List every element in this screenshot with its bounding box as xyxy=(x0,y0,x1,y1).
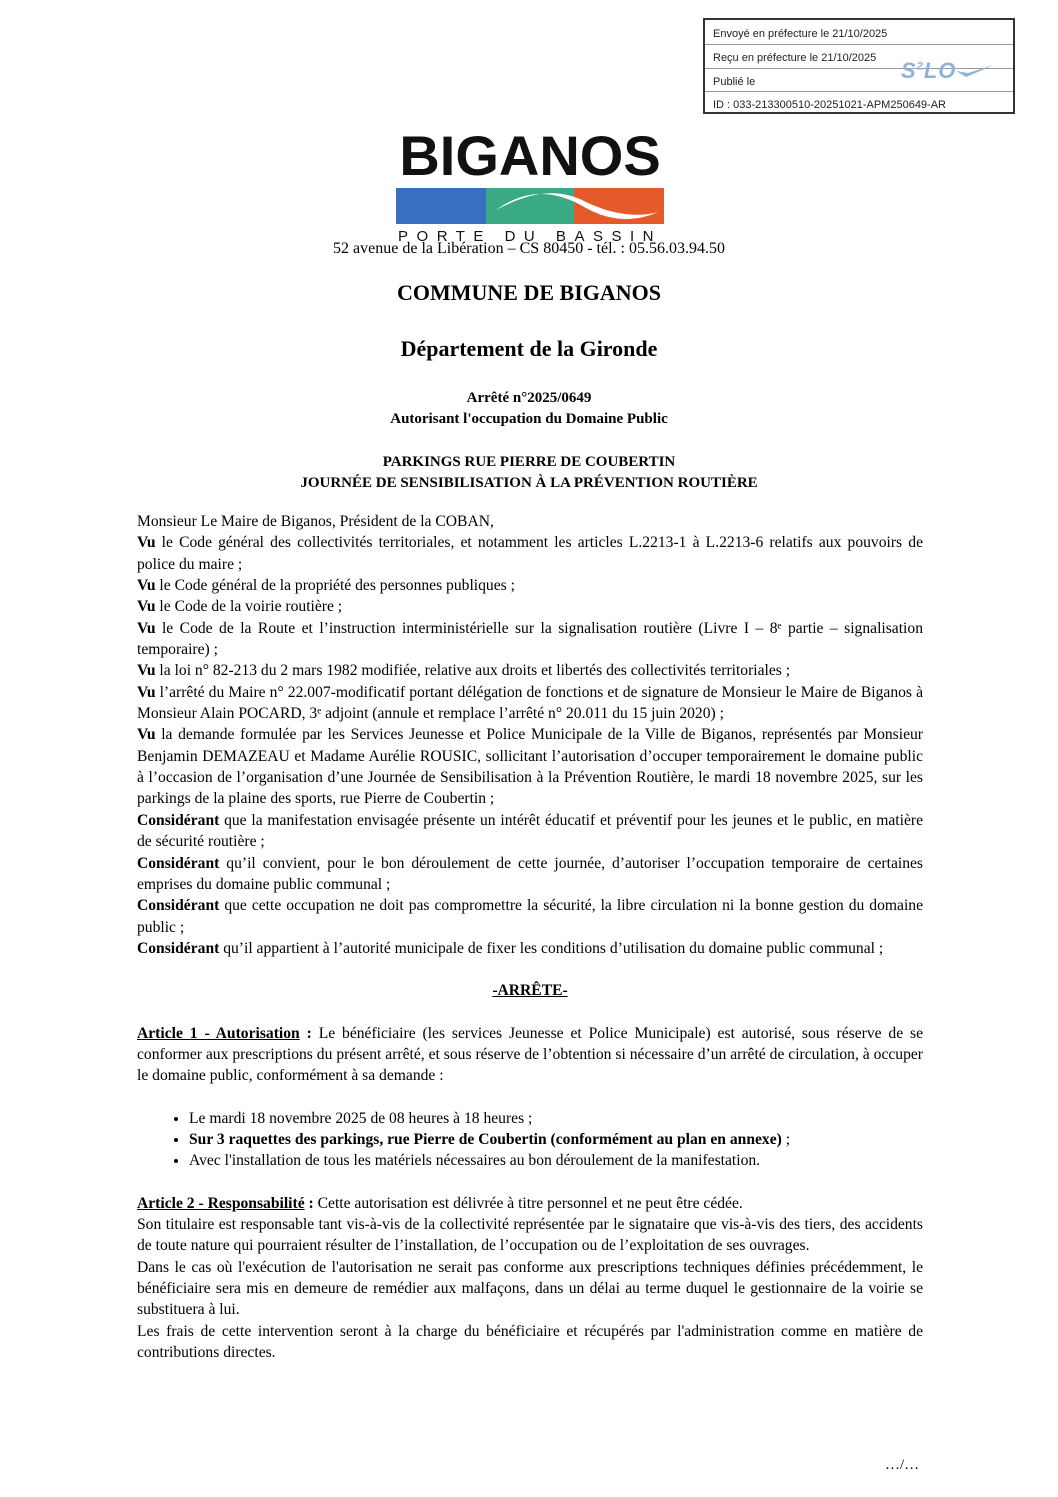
stamp-published: Publié le xyxy=(713,76,756,88)
preamble-item xyxy=(137,853,923,896)
article-2-title: Article 2 - Responsabilité xyxy=(137,1194,305,1212)
item-text: qu’il appartient à l’autorité municipale de fixer les conditions d’utilisation du domaine public communal ; xyxy=(219,939,884,957)
bullet-item xyxy=(189,1108,923,1129)
prefecture-stamp xyxy=(703,18,1015,114)
item-text: que cette occupation ne doit pas compromettre la sécurité, la libre circulation ni la bonne gestion du domaine public ; xyxy=(137,897,923,936)
item-lead: Considérant xyxy=(137,939,220,957)
item-lead: Vu xyxy=(137,534,156,552)
department-title: Département de la Gironde xyxy=(400,336,658,361)
wave-icon xyxy=(396,188,664,224)
s2lo-logo: $S^2LO$ xyxy=(901,58,996,84)
article-2-paragraph: Les frais de cette intervention seront à la charge du bénéficiaire et récupérés par l'administration comme en matière de contributions directes. xyxy=(137,1322,923,1362)
item-lead: Considérant xyxy=(137,811,220,829)
item-text: le Code général de la propriété des personnes publiques ; xyxy=(155,577,515,595)
article-1 xyxy=(137,1023,923,1087)
stamp-received-date: Reçu en préfecture le 21/10/2025 xyxy=(713,52,877,64)
logo-color-band xyxy=(396,188,664,224)
arrete-number: Arrêté n°2025/0649 xyxy=(466,390,592,406)
article-2 xyxy=(137,1193,923,1214)
article-2-sep: : xyxy=(304,1194,314,1212)
item-text: la loi n° 82-213 du 2 mars 1982 modifiée, relative aux droits et libertés des collectivités territoriales ; xyxy=(155,662,791,680)
logo-wordmark: BIGANOS xyxy=(399,124,661,187)
item-text: le Code de la voirie routière ; xyxy=(155,598,343,616)
address-line: 52 avenue de la Libération – CS 80450 - tél. : 05.56.03.94.50 xyxy=(333,240,725,257)
article-1-bullets xyxy=(137,1108,923,1172)
article-2-text: Cette autorisation est délivrée à titre personnel et ne peut être cédée. xyxy=(313,1194,743,1212)
item-lead: Considérant xyxy=(137,897,220,915)
bullet-item xyxy=(189,1129,923,1150)
bullet-bold-text: Sur 3 raquettes des parkings, rue Pierre de Coubertin (conformément au plan en annexe) xyxy=(189,1130,782,1148)
bullet-tail: ; xyxy=(781,1130,791,1148)
preamble-item xyxy=(137,895,923,938)
item-lead: Considérant xyxy=(137,854,220,872)
preamble-item xyxy=(137,575,923,596)
preamble-item xyxy=(137,596,923,617)
stamp-id: ID : 033-213300510-20251021-APM250649-AR xyxy=(713,99,946,111)
preamble-item xyxy=(137,660,923,681)
item-lead: Vu xyxy=(137,598,156,616)
preamble-item xyxy=(137,532,923,575)
preamble-item xyxy=(137,810,923,853)
preamble-list xyxy=(137,532,923,959)
article-1-text: Le bénéficiaire (les services Jeunesse et Police Municipale) est autorisé, sous réserve de se conformer aux prescriptions du présent arrêté, et sous réserve de l’obtention si nécessaire d’un arrêté de circulation, à occuper le domaine public, conformément à sa demande : xyxy=(137,1024,924,1085)
commune-title: COMMUNE DE BIGANOS xyxy=(396,280,661,305)
bullet-text: Le mardi 18 novembre 2025 de 08 heures à 18 heures ; xyxy=(189,1109,533,1127)
continued-marker: …/… xyxy=(885,1457,920,1473)
title-line-1: PARKINGS RUE PIERRE DE COUBERTIN xyxy=(382,454,676,470)
title-line-2: JOURNÉE DE SENSIBILISATION À LA PRÉVENTION ROUTIÈRE xyxy=(300,475,758,491)
logo-tagline: PORTE DU BASSIN xyxy=(398,228,662,245)
stamp-sent-date: Envoyé en préfecture le 21/10/2025 xyxy=(713,28,888,40)
item-lead: Vu xyxy=(137,683,156,701)
item-text: la demande formulée par les Services Jeunesse et Police Municipale de la Ville de Biganos, représentés par Monsieur Benjamin DEMAZEAU et Madame Aurélie ROUSIC, sollicitant l’autorisation d’occuper temporairement le domaine public à l’occasion de l’organisation d’une Journée de Sensibilisation à la Prévention Routière, le mardi 18 novembre 2025, sur les parkings de la plaine des sports, rue Pierre de Coubertin ; xyxy=(137,726,923,808)
preamble-item xyxy=(137,938,923,959)
item-text: l’arrêté du Maire n° 22.007-modificatif portant délégation de fonctions et de signature de Monsieur le Maire de Biganos à Monsieur Alain POCARD, 3ᵉ adjoint (annule et remplace l’arrêté n° 20.011 du 15 juin 2020) ; xyxy=(137,683,923,723)
article-2-paragraph: Son titulaire est responsable tant vis-à-vis de la collectivité représentée par le signataire que vis-à-vis des tiers, des accidents de toute nature qui pourraient résulter de l’installation, de l’occupation ou de l’exploitation de ses ouvrages. xyxy=(137,1215,923,1255)
item-lead: Vu xyxy=(137,726,156,744)
biganos-logo xyxy=(396,124,664,245)
article-1-title: Article 1 - Autorisation xyxy=(137,1024,300,1042)
item-text: le Code de la Route et l’instruction interministérielle sur la signalisation routière (Livre I – 8ᵉ partie – signalisation temporaire) ; xyxy=(137,619,923,659)
preamble-item xyxy=(137,724,923,809)
item-text: le Code général des collectivités territoriales, et notamment les articles L.2213-1 à L.2213-6 relatifs aux pouvoirs de police du maire ; xyxy=(137,534,923,573)
article-1-sep: : xyxy=(299,1024,312,1042)
bullet-text: Avec l'installation de tous les matériels nécessaires au bon déroulement de la manifestation. xyxy=(189,1152,761,1170)
document-body xyxy=(137,511,923,1363)
item-lead: Vu xyxy=(137,662,156,680)
item-text: que la manifestation envisagée présente un intérêt éducatif et préventif pour les jeunes et le public, en matière de sécurité routière ; xyxy=(137,811,923,851)
decision-heading xyxy=(137,980,923,1001)
article-2-paragraph: Dans le cas où l'exécution de l'autorisation ne serait pas conforme aux prescriptions techniques définies précédemment, le bénéficiaire sera mis en demeure de remédier aux malfaçons, dans un délai au terme duquel le gestionnaire de la voirie se substituera à lui. xyxy=(137,1258,923,1319)
preamble-item xyxy=(137,618,923,661)
arrete-heading: -ARRÊTE- xyxy=(492,982,568,1000)
preamble-item xyxy=(137,682,923,725)
item-lead: Vu xyxy=(137,577,156,595)
preamble-intro: Monsieur Le Maire de Biganos, Président de la COBAN, xyxy=(137,513,494,530)
item-text: qu’il convient, pour le bon déroulement de cette journée, d’autoriser l’occupation temporaire de certaines emprises du domaine public communal ; xyxy=(137,854,923,893)
bullet-item xyxy=(189,1150,923,1171)
item-lead: Vu xyxy=(137,619,156,637)
arrete-subject: Autorisant l'occupation du Domaine Public xyxy=(390,411,668,427)
